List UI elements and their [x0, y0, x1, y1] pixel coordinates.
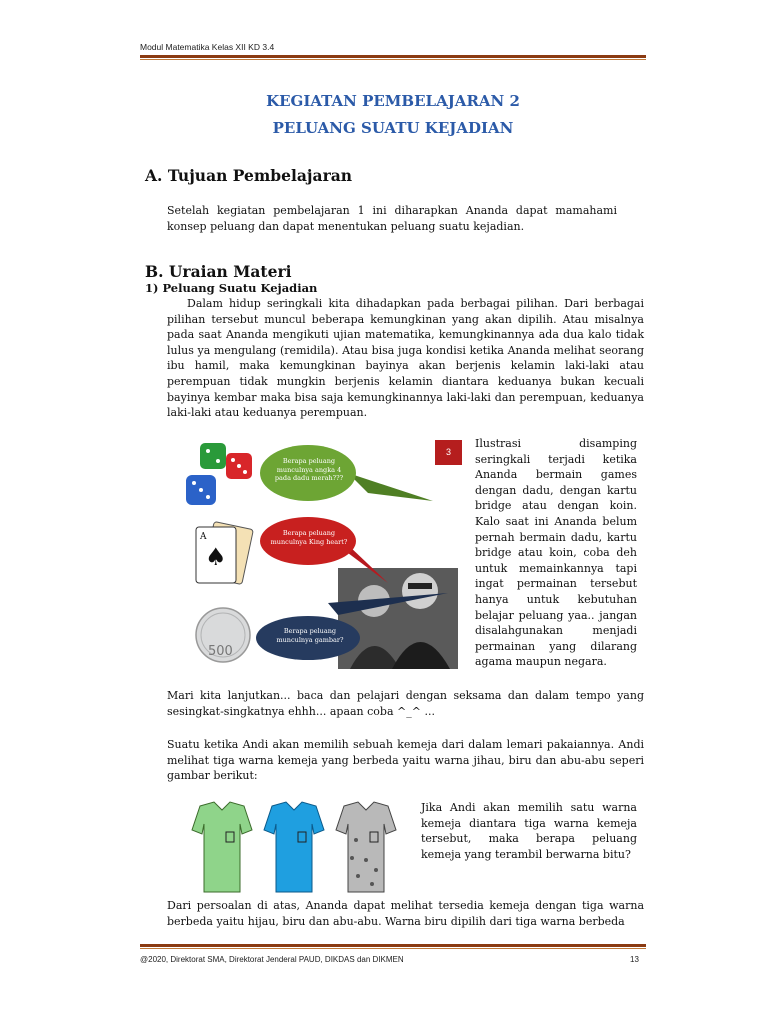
- dice-icon: [186, 443, 252, 505]
- page-number: 13: [630, 955, 639, 964]
- chapter-subtitle: PELUANG SUATU KEJADIAN: [272, 119, 514, 137]
- playing-cards-icon: [196, 521, 253, 584]
- svg-text:♠: ♠: [205, 543, 227, 571]
- footer-rule: [140, 944, 646, 947]
- shirt-question: Jika Andi akan memilih satu warna kemeja diantara tiga warna kemeja tersebut, maka berapa peluang kemeja yang terambil berwarna bitu?: [421, 801, 637, 861]
- svg-text:A: A: [200, 532, 207, 542]
- header-rule-thin: [140, 59, 646, 60]
- footer-copyright: @2020, Direktorat SMA, Direktorat Jenderal PAUD, DIKDAS dan DIKMEN: [140, 955, 404, 964]
- grey-shirt-icon: [336, 802, 396, 892]
- header-rule: [140, 55, 646, 58]
- chapter-title: KEGIATAN PEMBELAJARAN 2: [266, 92, 520, 110]
- shirts-illustration: [178, 800, 400, 896]
- green-shirt-icon: [192, 802, 252, 892]
- probability-illustration: [178, 433, 458, 669]
- footer-rule-thin: [140, 948, 646, 949]
- bubble-text-coin: Berapa peluang munculnya gambar?: [276, 627, 344, 644]
- coin-icon: [196, 608, 250, 662]
- bubble-text-cards: Berapa peluang munculnya King heart?: [270, 529, 348, 546]
- figure-number-badge: 3: [435, 440, 462, 465]
- closing-paragraph: Dari persoalan di atas, Ananda dapat melihat tersedia kemeja dengan tiga warna berbeda yaitu hijau, biru dan abu-abu. Warna biru dipilih dari tiga warna berbeda: [167, 899, 644, 928]
- bubble-text-dice: Berapa peluang munculnya angka 4 pada dadu merah???: [274, 457, 344, 482]
- intro-paragraph: Dalam hidup seringkali kita dihadapkan pada berbagai pilihan. Dari berbagai pilihan tersebut muncul beberapa kemungkinan yang akan dipilih. Atau misalnya pada saat Ananda mengikuti ujian matematika, kemungkinannya ada dua kalo tidak lulus ya mengulang (remidila). Atau bisa juga kondisi ketika Ananda melihat seorang ibu hamil, maka kemungkinan bayinya akan berjenis kelamin laki-laki atau perempuan tidak mungkin berjenis kelamin diantara keduanya bukan kecuali bayinya kembar maka bisa saja kemungkinannya laki-laki dan perempuan, keduanya laki-laki atau keduanya perempuan.: [167, 297, 644, 420]
- illustration-caption: Ilustrasi disamping seringkali terjadi ketika Ananda bermain games dengan dadu, dengan kartu bridge atau dengan koin. Kalo saat ini Ananda belum pernah bermain dadu, kartu bridge atau koin, coba deh untuk memainkannya tapi ingat permainan tersebut hanya untuk kebutuhan belajar peluang yaa.. jangan disalahgunakan menjadi permainan yang dilarang agama maupun negara.: [475, 437, 637, 669]
- section-a-heading: A. Tujuan Pembelajaran: [145, 166, 353, 185]
- section-a-text: Setelah kegiatan pembelajaran 1 ini diharapkan Ananda dapat mamahami konsep peluang dan dapat menentukan peluang suatu kejadian.: [167, 204, 617, 233]
- shirt-story-paragraph: Suatu ketika Andi akan memilih sebuah kemeja dari dalam lemari pakaiannya. Andi melihat tiga warna kemeja yang berbeda yaitu warna jihau, biru dan abu-abu seperi gambar berikut:: [167, 738, 644, 783]
- photo-people: [338, 568, 458, 669]
- running-header: Modul Matematika Kelas XII KD 3.4: [140, 42, 275, 52]
- subsection-heading: 1) Peluang Suatu Kejadian: [145, 281, 318, 295]
- coin-value: 500: [208, 644, 233, 659]
- blue-shirt-icon: [264, 802, 324, 892]
- section-b-heading: B. Uraian Materi: [145, 262, 292, 281]
- continue-paragraph: Mari kita lanjutkan... baca dan pelajari dengan seksama dan dalam tempo yang sesingkat-singkatnya ehhh... apaan coba ^_^ ...: [167, 689, 644, 718]
